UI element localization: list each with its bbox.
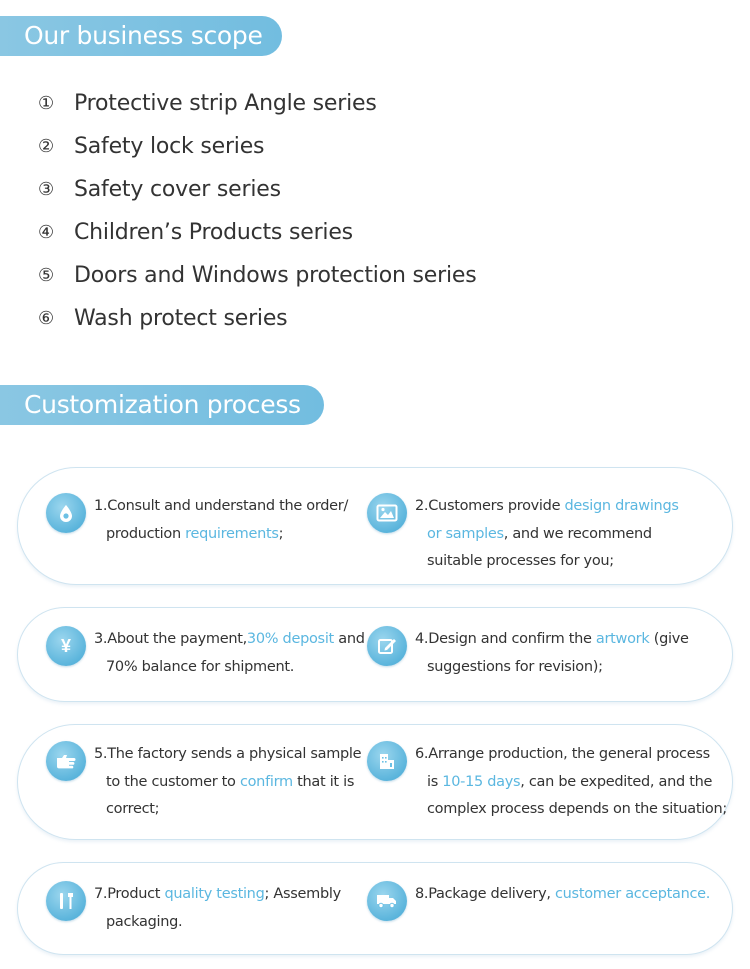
step-text <box>94 881 341 936</box>
image-icon <box>367 493 407 533</box>
step-line <box>94 626 365 654</box>
step-line <box>94 796 361 824</box>
drop-icon <box>46 493 86 533</box>
step-text-part: production <box>106 525 186 542</box>
step-text-part: 8.Package delivery, <box>415 886 555 902</box>
step-text-part: 7.Product <box>94 886 165 902</box>
step-text-part: 1.Consult and understand the order/ <box>94 498 349 514</box>
step-line <box>94 741 361 769</box>
process-title: Customization process <box>24 390 301 419</box>
hand-icon <box>46 741 86 781</box>
scope-item-number: ⑤ <box>38 265 55 286</box>
edit-icon <box>367 626 407 666</box>
scope-list <box>38 82 476 340</box>
step-text-part: suitable processes for you; <box>427 553 614 569</box>
scope-item-text: Wash protect series <box>74 306 288 331</box>
step-line <box>415 796 727 824</box>
step-text-part: 2.Customers provide <box>415 498 565 514</box>
scope-item <box>38 168 476 211</box>
scope-item-number: ① <box>38 93 55 114</box>
scope-item-text: Protective strip Angle series <box>74 91 377 116</box>
step-line <box>94 881 341 909</box>
scope-item <box>38 254 476 297</box>
step-highlight: 10-15 days <box>442 773 521 790</box>
step-line <box>415 881 710 909</box>
step-text-part: correct; <box>106 801 160 817</box>
step-text <box>94 626 365 681</box>
step-line <box>415 493 679 521</box>
scope-item-number: ② <box>38 136 55 157</box>
truck-icon <box>367 881 407 921</box>
step-highlight: confirm <box>239 773 293 790</box>
step-text <box>415 626 689 681</box>
step-text-part: suggestions for revision); <box>427 658 603 675</box>
step-text <box>415 881 710 921</box>
scope-item-number: ⑥ <box>38 308 55 329</box>
process-step-7 <box>46 881 341 936</box>
step-text-part: packaging. <box>106 913 183 930</box>
step-text <box>415 741 727 824</box>
scope-item <box>38 82 476 125</box>
step-line <box>94 654 365 682</box>
step-line <box>94 493 348 521</box>
process-step-4 <box>367 626 689 681</box>
scope-item-text: Doors and Windows protection series <box>74 263 477 288</box>
factory-icon <box>367 741 407 781</box>
step-text <box>415 493 679 576</box>
scope-item-text: Safety lock series <box>74 134 265 159</box>
step-text-part: 3.About the payment, <box>94 631 247 647</box>
scope-banner <box>0 16 282 56</box>
step-line <box>415 548 679 576</box>
step-text-part: 4.Design and confirm the <box>415 631 596 647</box>
step-text-part: and <box>333 631 365 647</box>
step-text-part: ; Assembly <box>264 886 341 902</box>
step-text <box>94 493 348 548</box>
step-text-part: 6.Arrange production, the general process <box>415 746 710 762</box>
step-highlight: customer acceptance. <box>555 886 711 902</box>
scope-item-text: Children’s Products series <box>74 220 353 245</box>
scope-item-number: ③ <box>38 179 55 200</box>
scope-item <box>38 297 476 340</box>
step-highlight: quality testing <box>164 886 265 902</box>
process-step-1 <box>46 493 348 548</box>
scope-item <box>38 211 476 254</box>
step-text-part: that it is <box>292 773 355 790</box>
process-step-3 <box>46 626 365 681</box>
step-text-part: complex process depends on the situation; <box>427 801 727 817</box>
process-step-8 <box>367 881 710 921</box>
step-text-part: 5.The factory sends a physical sample <box>94 746 362 762</box>
step-text <box>94 741 361 824</box>
step-highlight: requirements <box>185 525 279 542</box>
scope-item-text: Safety cover series <box>74 177 281 202</box>
step-text-part: (give <box>649 631 689 647</box>
step-highlight: or samples <box>427 525 504 542</box>
scope-title: Our business scope <box>24 21 263 50</box>
tools-icon <box>46 881 86 921</box>
step-text-part: , and we recommend <box>503 525 652 542</box>
step-text-part: 70% balance for shipment. <box>106 658 295 675</box>
process-step-6 <box>367 741 727 824</box>
step-line <box>94 909 341 937</box>
step-highlight: 30% deposit <box>246 631 334 647</box>
process-step-5 <box>46 741 361 824</box>
scope-item-number: ④ <box>38 222 55 243</box>
step-line <box>94 769 361 797</box>
process-step-2 <box>367 493 679 576</box>
step-line <box>415 626 689 654</box>
step-text-part: ; <box>278 525 284 542</box>
step-line <box>415 769 727 797</box>
scope-item <box>38 125 476 168</box>
step-highlight: design drawings <box>564 498 679 514</box>
step-line <box>94 521 348 549</box>
step-text-part: to the customer to <box>106 773 240 790</box>
step-line <box>415 654 689 682</box>
step-line <box>415 521 679 549</box>
yen-icon: ¥ <box>46 626 86 666</box>
step-text-part: is <box>427 773 443 790</box>
step-text-part: , can be expedited, and the <box>520 773 713 790</box>
step-line <box>415 741 727 769</box>
process-banner <box>0 385 324 425</box>
step-highlight: artwork <box>595 631 650 647</box>
